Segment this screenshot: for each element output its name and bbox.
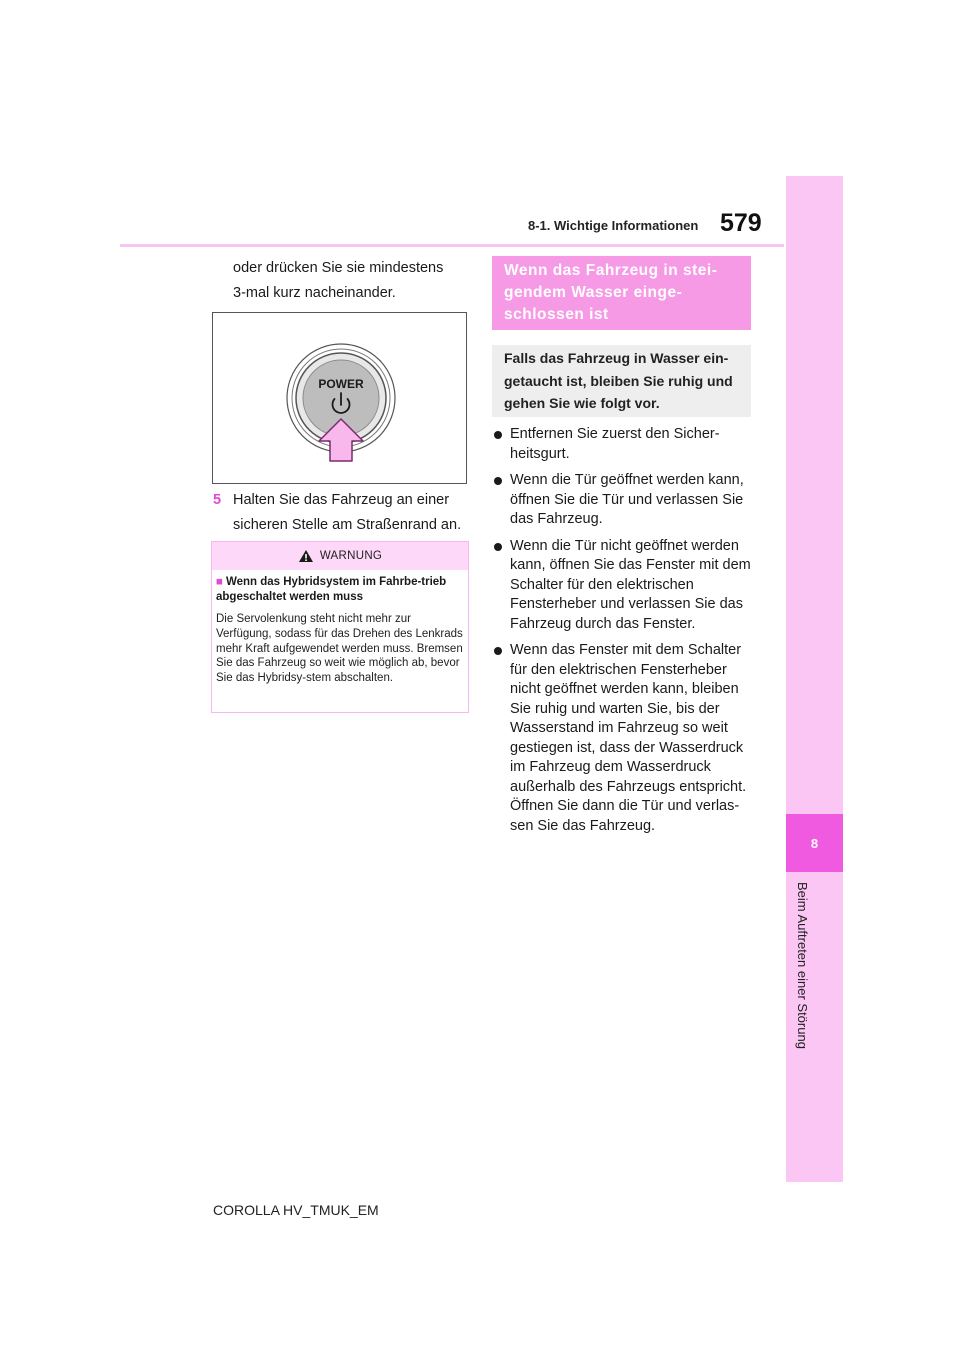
step-number: 5 [213,492,222,508]
intro-box-text: Falls das Fahrzeug in Wasser ein-getaucht ist, bleiben Sie ruhig und gehen Sie wie folgt vor. [504,350,733,411]
list-item [492,471,754,530]
section-title-box [492,256,751,330]
warning-triangle-icon [298,549,314,563]
chapter-number-tab[interactable]: 8 [786,814,843,872]
section-title: Wenn das Fahrzeug in stei-gendem Wasser einge-schlossen ist [504,262,718,323]
warning-title: WARNUNG [319,550,383,562]
chapter-title-vertical: Beim Auftreten einer Störung [795,882,810,1049]
step-line: sicheren Stelle am Straßenrand an. [233,517,462,533]
power-button-label: POWER [318,377,364,391]
warning-subheading-text: Wenn das Hybridsystem im Fahrbe-trieb abgeschaltet werden muss [216,576,447,603]
bullet-dot-icon [494,543,502,551]
header-rule [120,244,784,247]
step-line: Halten Sie das Fahrzeug an einer [233,492,450,508]
list-item [492,425,754,464]
power-button-illustration [213,313,466,483]
bullet-dot-icon [494,431,502,439]
footer-model: COROLLA HV_TMUK_EM [213,1202,379,1218]
intro-text [233,256,483,306]
warning-subheading [216,575,464,605]
list-item-text: Entfernen Sie zuerst den Sicher-heitsgurt. [510,426,720,462]
list-item-text: Wenn die Tür geöffnet werden kann, öffnen Sie die Tür und verlassen Sie das Fahrzeug. [510,472,744,527]
intro-line: oder drücken Sie sie mindestens [233,260,444,276]
section-heading: 8-1. Wichtige Informationen [528,218,699,233]
intro-box [492,345,751,417]
list-item [492,641,754,836]
power-button-figure [212,312,467,484]
square-bullet-icon: ■ [216,576,223,588]
list-item [492,537,754,635]
bullet-dot-icon [494,647,502,655]
intro-line: 3-mal kurz nacheinander. [233,285,396,301]
warning-header [212,542,468,570]
bullet-list [492,418,754,836]
warning-body: Die Servolenkung steht nicht mehr zur Verfügung, sodass für das Drehen des Lenkrads mehr Kraft aufgewendet werden muss. Bremsen Sie das Fahrzeug so weit wie möglich ab, bevor Sie das Hybridsy-stem abschalten. [216,613,463,685]
page-number: 579 [720,209,762,237]
step-text [233,488,483,538]
list-item-text: Wenn die Tür nicht geöffnet werden kann, öffnen Sie das Fenster mit dem Schalter für den elektrischen Fensterheber und verlassen Sie das Fahrzeug durch das Fenster. [510,537,751,632]
bullet-dot-icon [494,477,502,485]
list-item-text: Wenn das Fenster mit dem Schalter für den elektrischen Fensterheber nicht geöffnet werden kann, bleiben Sie ruhig und warten Sie, bis der Wasserstand im Fahrzeug so weit gestiegen ist, dass der Wasserdruck im Fahrzeug dem Wasserdruck außerhalb des Fahrzeugs entspricht. Öffnen Sie dann die Tür und verlas-sen Sie das Fahrzeug. [510,642,747,834]
